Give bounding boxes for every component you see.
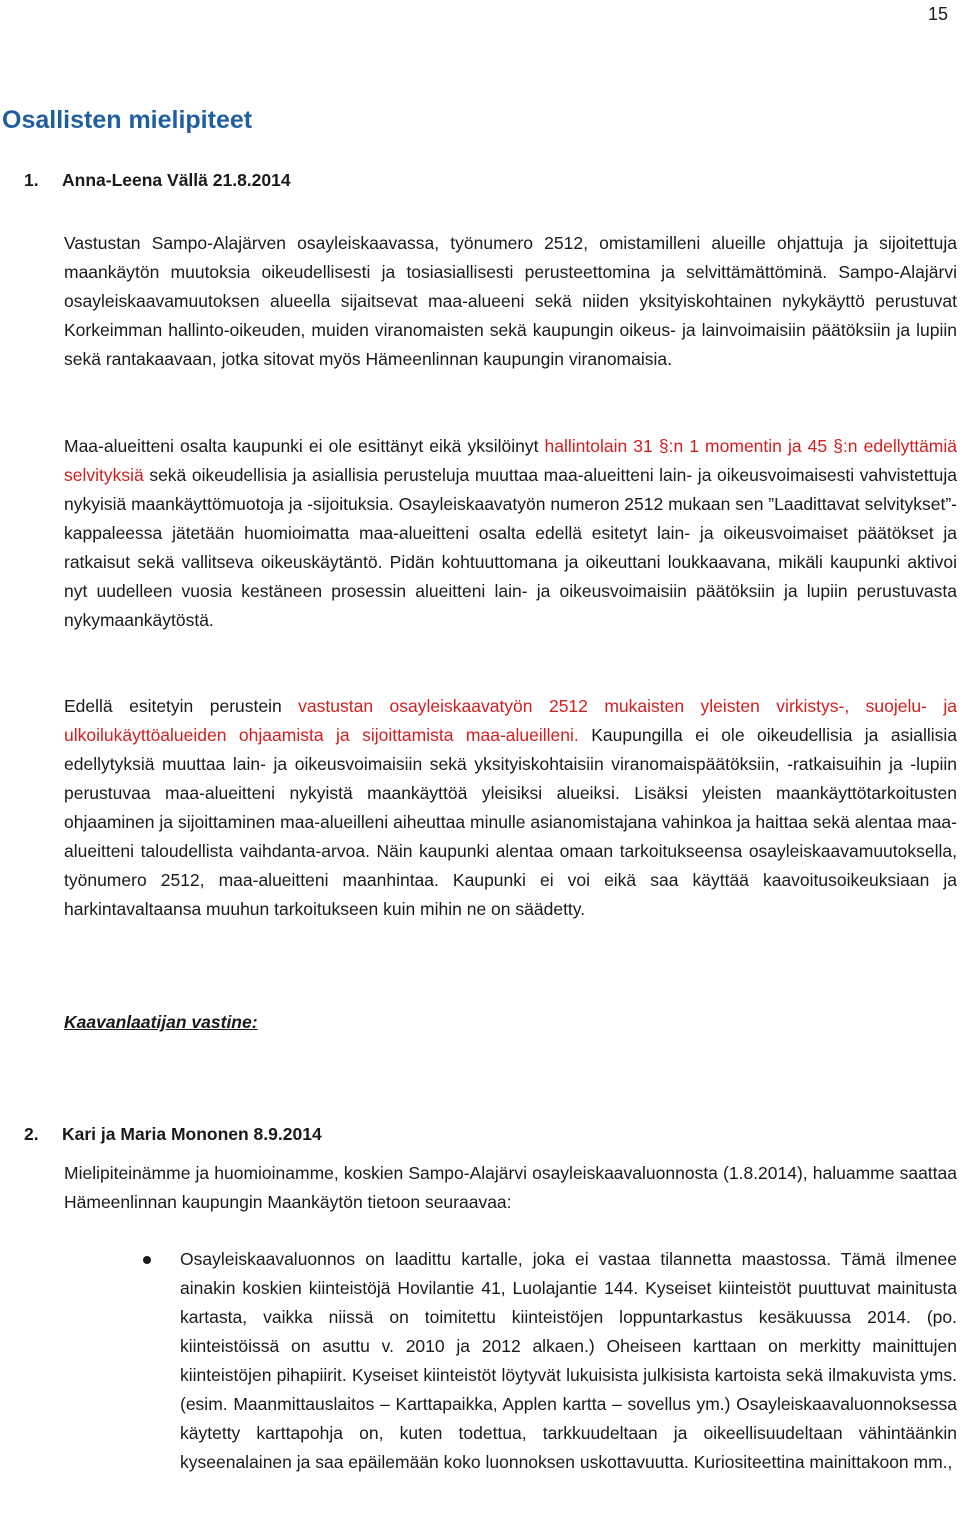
section-1-heading: [24, 170, 291, 191]
paragraph-2-text-a: Maa-alueitteni osalta kaupunki ei ole esittänyt eikä yksilöinyt: [64, 436, 545, 456]
paragraph-3-text-a: Edellä esitetyin perustein: [64, 696, 299, 716]
bullet-icon: [143, 1256, 151, 1264]
paragraph-2-highlight: hallintolain 31 §:n 1 momentin ja 45 §:n edellyttämiä selvityksiä: [64, 436, 957, 485]
section-2-heading: [24, 1124, 322, 1145]
page-title: Osallisten mielipiteet: [2, 106, 253, 134]
section-1-paragraph-3: [64, 692, 957, 924]
section-1-paragraph-1: Vastustan Sampo-Alajärven osayleiskaavassa, työnumero 2512, omistamilleni alueille ohjattuja ja sijoitettuja maankäytön muutoksia oikeudellisesti ja tosiasiallisesti perusteettomina ja selvittämättöminä. Sampo-Alajärvi osayleiskaavamuutoksen alueella sijaitsevat maa-alueeni sekä niiden yksityiskohtainen nykykäyttö perustuvat Korkeimman hallinto-oikeuden, muiden viranomaisten sekä kaupungin oikeus- ja lainvoimaisiin päätöksiin ja lupiin sekä rantakaavaan, jotka sitovat myös Hämeenlinnan kaupungin viranomaisia.: [64, 233, 957, 369]
section-2-intro: Mielipiteinämme ja huomioinamme, koskien Sampo-Alajärvi osayleiskaavaluonnosta (1.8.2014), haluamme saattaa Hämeenlinnan kaupungin Maankäytön tietoon seuraavaa:: [64, 1163, 957, 1212]
page-number: 15: [927, 4, 948, 24]
planner-reply-label: Kaavanlaatijan vastine:: [64, 1012, 258, 1032]
section-1-paragraph-2: [64, 432, 957, 635]
paragraph-3-highlight: vastustan osayleiskaavatyön 2512 mukaisten yleisten virkistys-, suojelu- ja ulkoilukäyttöalueiden ohjaamista ja sijoittamista maa-alueilleni.: [64, 696, 958, 745]
section-2-title: Kari ja Maria Mononen 8.9.2014: [62, 1124, 322, 1144]
paragraph-2-text-b: sekä oikeudellisia ja asiallisia perusteluja muuttaa maa-alueitteni lain- ja oikeusvoimaisesti vahvistettuja nykyisiä maankäyttömuotoja ja -sijoituksia. Osayleiskaavatyön numeron 2512 mukaan sen ”Laadittavat selvitykset”-kappaleessa jätetään huomioimatta maa-alueitteni osalta edellä esitetyt lain- ja oikeusvoimaiset päätökset ja ratkaisut sekä vallitseva oikeuskäytäntö. Pidän kohtuuttomana ja oikeuttani loukkaavana, mikäli kaupunki aktivoi nyt uudelleen vuosia kestäneen prosessin alueitteni lain- ja oikeusvoimaisiin päätöksiin ja lupiin perustuvasta nykymaankäytöstä.: [64, 465, 957, 630]
paragraph-3-text-b: Kaupungilla ei ole oikeudellisia ja asiallisia edellytyksiä muuttaa lain- ja oikeusvoimaisiin sekä yksityiskohtaisiin viranomaispäätöksiin, -ratkaisuihin ja -lupiin perustuvaa maa-alueitteni nykyistä maankäyttöä yleisiksi alueiksi. Lisäksi yleisten maankäyttötarkoitusten ohjaaminen ja sijoittaminen maa-alueilleni aiheuttaa minulle asianomistajana vahinkoa ja haittaa sekä alentaa maa-alueitteni taloudellista vaihdanta-arvoa. Näin kaupunki alentaa omaan tarkoitukseensa osayleiskaavamuutoksella, työnumero 2512, maa-alueitteni maanhintaa. Kaupunki ei voi eikä saa käyttää kaavoitusoikeuksiaan ja harkintavaltaansa muuhun tarkoitukseen kuin mihin ne on säädetty.: [64, 725, 957, 919]
section-1-title: Anna-Leena Vällä 21.8.2014: [62, 170, 291, 190]
list-item-text: Osayleiskaavaluonnos on laadittu kartalle, joka ei vastaa tilannetta maastossa. Tämä ilmenee ainakin koskien kiinteistöjä Hovilantie 41, Luolajantie 144. Kyseiset kiinteistöt puuttuvat mainitusta kartasta, vaikka niissä on toimitettu kiinteistöjen loppuntarkastus kesäkuussa 2014. (po. kiinteistöissä on asuttu v. 2010 ja 2012 alkaen.) Oheiseen karttaan on merkitty mainittujen kiinteistöjen pihapiirit. Kyseiset kiinteistöt löytyvät lukuisista julkisista kartoista sekä ilmakuvista yms. (esim. Maanmittauslaitos – Karttapaikka, Applen kartta – sovellus ym.) Osayleiskaavaluonnoksessa käytetty karttapohja on, kuten todettua, tarkkuudeltaan ja oikeellisuudeltaan vähintäänkin kyseenalainen ja saa epäilemään koko luonnoksen uskottavuutta. Kuriositeettina mainittakoon mm.,: [180, 1249, 957, 1472]
section-1-number: 1.: [24, 170, 39, 190]
section-2-number: 2.: [24, 1124, 39, 1144]
list-item: [180, 1245, 957, 1477]
section-2-bullet-list: [0, 1245, 957, 1477]
